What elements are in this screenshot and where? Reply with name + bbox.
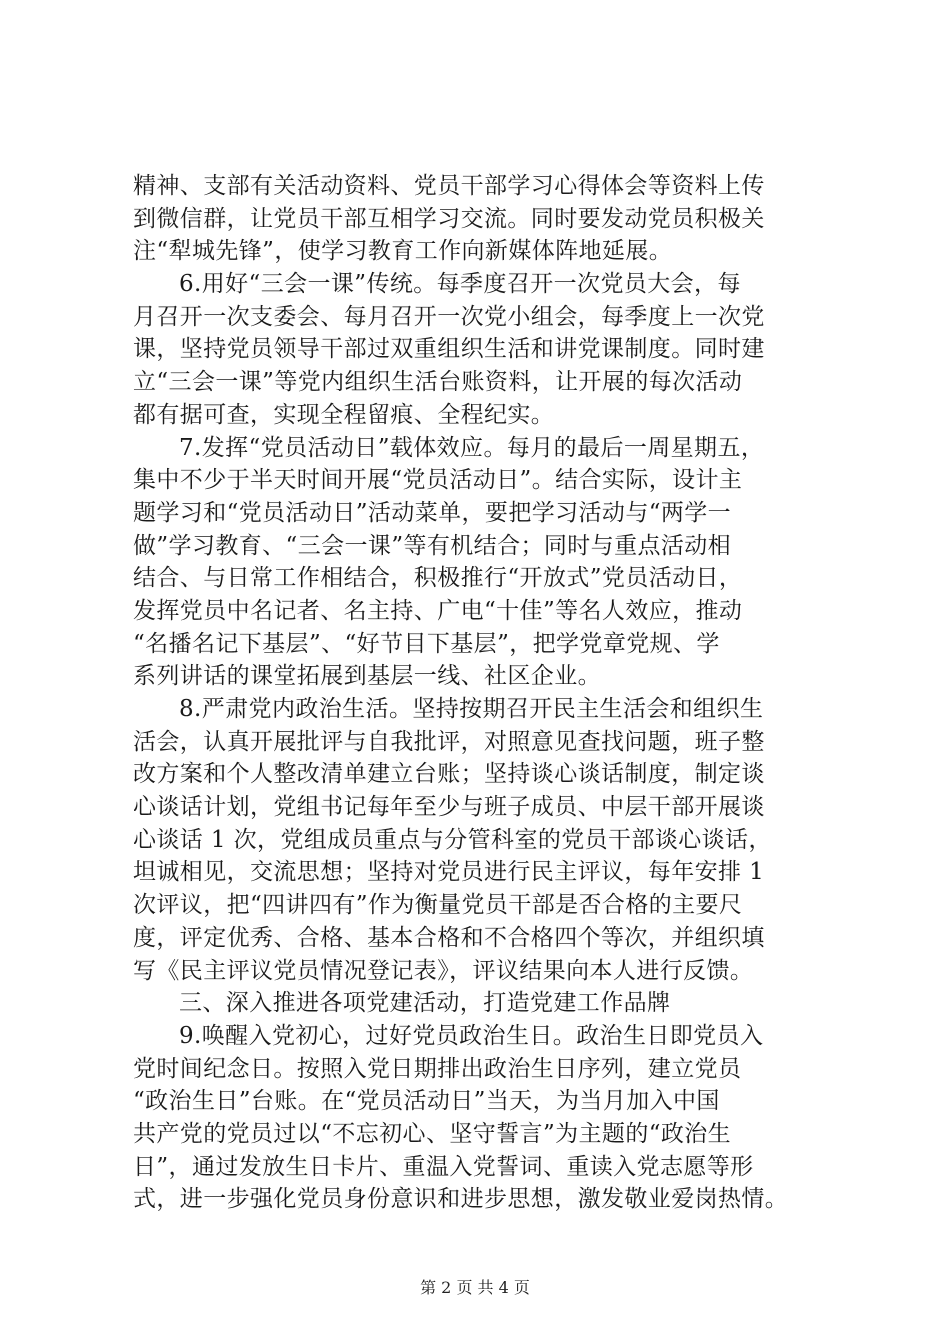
text-line: 式，进一步强化党员身份意识和进步思想，激发敬业爱岗热情。 xyxy=(133,1186,789,1213)
text-line: “政治生日”台账。在“党员活动日”当天，为当月加入中国 xyxy=(133,1088,720,1115)
text-line: 活会，认真开展批评与自我批评，对照意见查找问题，班子整 xyxy=(133,728,765,755)
text-line: 8.严肃党内政治生活。坚持按期召开民主生活会和组织生 xyxy=(179,696,764,722)
text-line: 坦诚相见，交流思想；坚持对党员进行民主评议，每年安排 1 xyxy=(133,859,765,886)
text-line: “名播名记下基层”、“好节目下基层”，把学党章党规、学 xyxy=(133,630,720,657)
document-body xyxy=(133,170,857,1216)
text-line: 做”学习教育、“三会一课”等有机结合；同时与重点活动相 xyxy=(133,532,732,559)
text-line: 7.发挥“党员活动日”载体效应。每月的最后一周星期五， xyxy=(179,434,765,461)
text-line: 心谈话计划，党组书记每年至少与班子成员、中层干部开展谈 xyxy=(133,794,765,821)
text-line: 月召开一次支委会、每月召开一次党小组会，每季度上一次党 xyxy=(133,303,765,330)
text-line: 发挥党员中名记者、名主持、广电“十佳”等名人效应，推动 xyxy=(133,597,743,624)
text-line: 课，坚持党员领导干部过双重组织生活和讲党课制度。同时建 xyxy=(133,336,765,363)
text-line: 次评议，把“四讲四有”作为衡量党员干部是否合格的主要尺 xyxy=(133,892,743,919)
text-line: 日”，通过发放生日卡片、重温入党誓词、重读入党志愿等形 xyxy=(133,1153,754,1180)
text-line: 三、深入推进各项党建活动，打造党建工作品牌 xyxy=(179,990,671,1017)
text-line: 共产党的党员过以“不忘初心、坚守誓言”为主题的“政治生 xyxy=(133,1120,732,1147)
text-line: 注“犁城先锋”，使学习教育工作向新媒体阵地延展。 xyxy=(133,238,673,265)
text-line: 心谈话 1 次，党组成员重点与分管科室的党员干部谈心谈话， xyxy=(133,826,772,853)
text-line: 精神、支部有关活动资料、党员干部学习心得体会等资料上传 xyxy=(133,173,765,199)
text-line: 题学习和“党员活动日”活动菜单，要把学习活动与“两学一 xyxy=(133,499,732,526)
text-line: 度，评定优秀、合格、基本合格和不合格四个等次，并组织填 xyxy=(133,924,765,951)
text-line: 都有据可查，实现全程留痕、全程纪实。 xyxy=(133,401,555,428)
text-line: 立“三会一课”等党内组织生活台账资料，让开展的每次活动 xyxy=(133,369,743,396)
text-line: 结合、与日常工作相结合，积极推行“开放式”党员活动日， xyxy=(133,565,743,592)
text-line: 到微信群，让党员干部互相学习交流。同时要发动党员积极关 xyxy=(133,205,765,232)
text-line: 6.用好“三会一课”传统。每季度召开一次党员大会，每 xyxy=(179,271,741,298)
text-line: 党时间纪念日。按照入党日期排出政治生日序列，建立党员 xyxy=(133,1055,742,1082)
text-line: 9.唤醒入党初心，过好党员政治生日。政治生日即党员入 xyxy=(179,1022,764,1049)
page-footer: 第 2 页 共 4 页 xyxy=(420,1278,530,1297)
text-line: 改方案和个人整改清单建立台账；坚持谈心谈话制度，制定谈 xyxy=(133,761,765,788)
text-line: 写《民主评议党员情况登记表》，评议结果向本人进行反馈。 xyxy=(133,957,754,984)
text-line: 集中不少于半天时间开展“党员活动日”。结合实际，设计主 xyxy=(133,467,743,494)
text-line: 系列讲话的课堂拓展到基层一线、社区企业。 xyxy=(133,663,601,690)
